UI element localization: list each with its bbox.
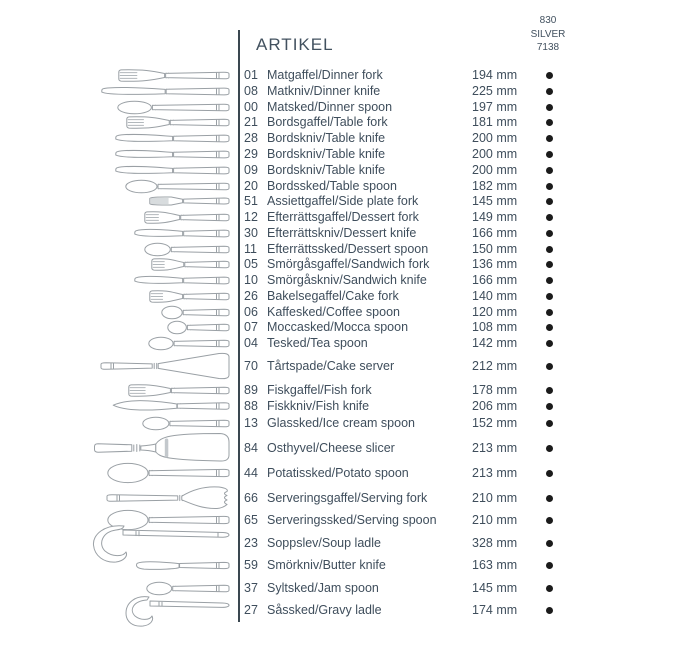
article-size: 194 mm bbox=[472, 68, 518, 82]
article-size: 136 mm bbox=[472, 257, 518, 271]
article-code: 51 bbox=[244, 194, 258, 208]
page-title: ARTIKEL bbox=[256, 35, 334, 54]
article-name: Bordsgaffel/Table fork bbox=[267, 115, 388, 129]
article-code: 12 bbox=[244, 210, 258, 224]
article-size: 225 mm bbox=[472, 84, 518, 98]
article-code: 21 bbox=[244, 115, 258, 129]
availability-dot-icon bbox=[546, 470, 553, 477]
article-size: 150 mm bbox=[472, 242, 518, 256]
article-size: 210 mm bbox=[472, 491, 518, 505]
article-code: 59 bbox=[244, 558, 258, 572]
article-size: 197 mm bbox=[472, 100, 518, 114]
article-name: Smörkniv/Butter knife bbox=[267, 558, 386, 572]
availability-dot-icon bbox=[546, 230, 553, 237]
article-size: 213 mm bbox=[472, 441, 518, 455]
article-name: Syltsked/Jam spoon bbox=[267, 581, 379, 595]
article-name: Osthyvel/Cheese slicer bbox=[267, 441, 395, 455]
article-code: 05 bbox=[244, 257, 258, 271]
article-row bbox=[0, 83, 682, 99]
article-name: Smörgåsgaffel/Sandwich fork bbox=[267, 257, 430, 271]
article-name: Serveringssked/Serving spoon bbox=[267, 513, 437, 527]
availability-dot-icon bbox=[546, 445, 553, 452]
availability-dot-icon bbox=[546, 540, 553, 547]
article-code: 66 bbox=[244, 491, 258, 505]
article-row bbox=[0, 288, 682, 304]
article-name: Bakelsegaffel/Cake fork bbox=[267, 289, 399, 303]
article-code: 23 bbox=[244, 536, 258, 550]
article-name: Bordskniv/Table knife bbox=[267, 163, 386, 177]
article-row bbox=[0, 272, 682, 288]
article-row bbox=[0, 67, 682, 83]
availability-dot-icon bbox=[546, 585, 553, 592]
article-code: 08 bbox=[244, 84, 258, 98]
article-row bbox=[0, 415, 682, 431]
article-code: 28 bbox=[244, 131, 258, 145]
article-row bbox=[0, 335, 682, 351]
availability-dot-icon bbox=[546, 387, 553, 394]
article-size: 178 mm bbox=[472, 383, 518, 397]
article-code: 04 bbox=[244, 336, 258, 350]
article-code: 65 bbox=[244, 513, 258, 527]
article-code: 26 bbox=[244, 289, 258, 303]
availability-dot-icon bbox=[546, 183, 553, 190]
article-size: 149 mm bbox=[472, 210, 518, 224]
article-code: 29 bbox=[244, 147, 258, 161]
article-row bbox=[0, 256, 682, 272]
article-code: 13 bbox=[244, 416, 258, 430]
article-size: 145 mm bbox=[472, 194, 518, 208]
article-name: Matkniv/Dinner knife bbox=[267, 84, 381, 98]
availability-dot-icon bbox=[546, 167, 553, 174]
availability-dot-icon bbox=[546, 420, 553, 427]
article-size: 182 mm bbox=[472, 179, 518, 193]
availability-dot-icon bbox=[546, 135, 553, 142]
availability-dot-icon bbox=[546, 403, 553, 410]
article-row bbox=[0, 398, 682, 414]
article-code: 11 bbox=[244, 242, 257, 256]
article-name: Fiskgaffel/Fish fork bbox=[267, 383, 372, 397]
article-name: Moccasked/Mocca spoon bbox=[267, 320, 409, 334]
article-name: Soppslev/Soup ladle bbox=[267, 536, 381, 550]
article-size: 120 mm bbox=[472, 305, 518, 319]
article-code: 01 bbox=[244, 68, 258, 82]
availability-dot-icon bbox=[546, 293, 553, 300]
article-code: 09 bbox=[244, 163, 258, 177]
availability-dot-icon bbox=[546, 261, 553, 268]
article-name: Efterrättssked/Dessert spoon bbox=[267, 242, 429, 256]
availability-dot-icon bbox=[546, 340, 553, 347]
article-name: Såssked/Gravy ladle bbox=[267, 603, 382, 617]
article-row bbox=[0, 557, 682, 573]
article-size: 140 mm bbox=[472, 289, 518, 303]
article-code: 44 bbox=[244, 466, 258, 480]
article-size: 142 mm bbox=[472, 336, 518, 350]
article-name: Efterrättsgaffel/Dessert fork bbox=[267, 210, 419, 224]
article-name: Bordskniv/Table knife bbox=[267, 147, 386, 161]
article-row bbox=[0, 512, 682, 528]
availability-dot-icon bbox=[546, 198, 553, 205]
article-row bbox=[0, 440, 682, 456]
article-name: Serveringsgaffel/Serving fork bbox=[267, 491, 428, 505]
availability-dot-icon bbox=[546, 324, 553, 331]
article-row bbox=[0, 602, 682, 618]
article-name: Smörgåskniv/Sandwich knife bbox=[267, 273, 427, 287]
article-name: Matgaffel/Dinner fork bbox=[267, 68, 383, 82]
pattern-number: 830 bbox=[539, 15, 557, 26]
article-row bbox=[0, 319, 682, 335]
article-size: 108 mm bbox=[472, 320, 518, 334]
article-code: 89 bbox=[244, 383, 258, 397]
availability-dot-icon bbox=[546, 151, 553, 158]
availability-dot-icon bbox=[546, 517, 553, 524]
article-row bbox=[0, 193, 682, 209]
article-code: 37 bbox=[244, 581, 258, 595]
article-code: 30 bbox=[244, 226, 258, 240]
article-name: Bordssked/Table spoon bbox=[267, 179, 397, 193]
availability-dot-icon bbox=[546, 309, 553, 316]
article-row bbox=[0, 114, 682, 130]
article-name: Assiettgaffel/Side plate fork bbox=[267, 194, 419, 208]
availability-dot-icon bbox=[546, 495, 553, 502]
article-row bbox=[0, 358, 682, 374]
article-name: Glassked/Ice cream spoon bbox=[267, 416, 415, 430]
article-row bbox=[0, 304, 682, 320]
article-name: Tesked/Tea spoon bbox=[267, 336, 368, 350]
article-row bbox=[0, 209, 682, 225]
article-row bbox=[0, 130, 682, 146]
article-size: 200 mm bbox=[472, 163, 518, 177]
article-row bbox=[0, 580, 682, 596]
article-size: 152 mm bbox=[472, 416, 518, 430]
article-row bbox=[0, 241, 682, 257]
article-size: 210 mm bbox=[472, 513, 518, 527]
article-row bbox=[0, 465, 682, 481]
availability-dot-icon bbox=[546, 562, 553, 569]
article-code: 20 bbox=[244, 179, 258, 193]
article-size: 213 mm bbox=[472, 466, 518, 480]
article-code: 06 bbox=[244, 305, 258, 319]
article-code: 70 bbox=[244, 359, 258, 373]
availability-dot-icon bbox=[546, 72, 553, 79]
article-row bbox=[0, 146, 682, 162]
availability-dot-icon bbox=[546, 214, 553, 221]
pattern-header bbox=[516, 14, 580, 55]
article-size: 200 mm bbox=[472, 147, 518, 161]
availability-dot-icon bbox=[546, 277, 553, 284]
article-size: 206 mm bbox=[472, 399, 518, 413]
pattern-code: 7138 bbox=[536, 42, 560, 53]
article-row bbox=[0, 535, 682, 551]
article-row bbox=[0, 99, 682, 115]
article-row bbox=[0, 225, 682, 241]
article-row bbox=[0, 382, 682, 398]
article-row bbox=[0, 490, 682, 506]
article-name: Tårtspade/Cake server bbox=[267, 359, 395, 373]
availability-dot-icon bbox=[546, 88, 553, 95]
article-name: Kaffesked/Coffee spoon bbox=[267, 305, 400, 319]
availability-dot-icon bbox=[546, 246, 553, 253]
article-size: 145 mm bbox=[472, 581, 518, 595]
article-name: Bordskniv/Table knife bbox=[267, 131, 386, 145]
article-code: 10 bbox=[244, 273, 258, 287]
article-code: 27 bbox=[244, 603, 258, 617]
article-name: Efterrättskniv/Dessert knife bbox=[267, 226, 417, 240]
availability-dot-icon bbox=[546, 607, 553, 614]
article-code: 84 bbox=[244, 441, 258, 455]
article-name: Matsked/Dinner spoon bbox=[267, 100, 393, 114]
article-size: 212 mm bbox=[472, 359, 518, 373]
article-name: Fiskkniv/Fish knife bbox=[267, 399, 370, 413]
article-size: 163 mm bbox=[472, 558, 518, 572]
article-code: 00 bbox=[244, 100, 258, 114]
article-size: 166 mm bbox=[472, 226, 518, 240]
article-code: 07 bbox=[244, 320, 258, 334]
article-size: 166 mm bbox=[472, 273, 518, 287]
article-size: 174 mm bbox=[472, 603, 518, 617]
article-name: Potatissked/Potato spoon bbox=[267, 466, 409, 480]
article-size: 328 mm bbox=[472, 536, 518, 550]
availability-dot-icon bbox=[546, 119, 553, 126]
article-row bbox=[0, 178, 682, 194]
article-row bbox=[0, 162, 682, 178]
article-size: 200 mm bbox=[472, 131, 518, 145]
article-code: 88 bbox=[244, 399, 258, 413]
article-size: 181 mm bbox=[472, 115, 518, 129]
pattern-name: SILVER bbox=[530, 28, 566, 40]
availability-dot-icon bbox=[546, 104, 553, 111]
availability-dot-icon bbox=[546, 363, 553, 370]
